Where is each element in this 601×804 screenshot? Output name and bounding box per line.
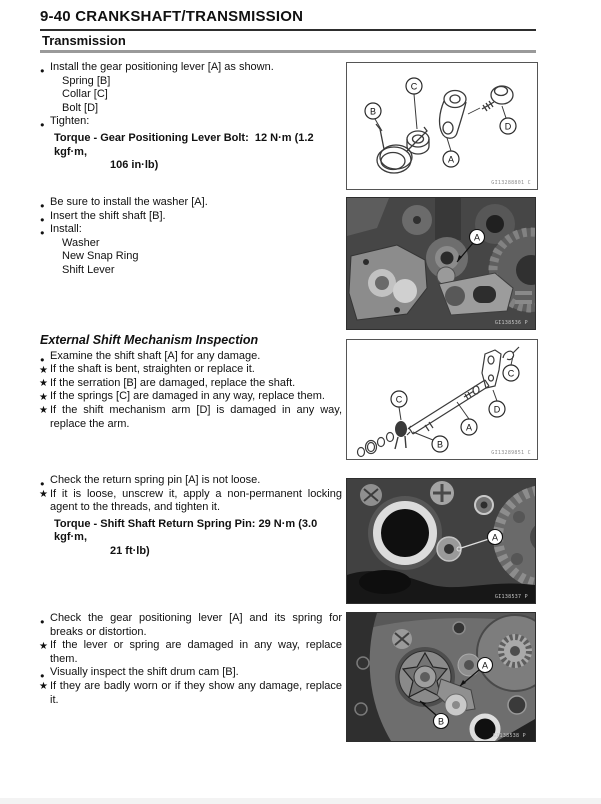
callout-a [457, 402, 477, 435]
figure-code: GI13289851 C [491, 450, 531, 456]
bolt-drawing [482, 86, 513, 111]
subsection-title: External Shift Mechanism Inspection [40, 333, 259, 347]
bullet-marker: ● [40, 228, 45, 238]
page-title: 9-40 CRANKSHAFT/TRANSMISSION [40, 8, 304, 25]
sub-item [40, 75, 342, 89]
install-lever-block [40, 61, 342, 173]
arm-spring-drawing [503, 347, 519, 360]
sub-item [40, 250, 342, 264]
callout-d [500, 106, 516, 134]
step-item [40, 666, 342, 680]
star-marker: ★ [39, 405, 48, 417]
step-item [40, 115, 342, 129]
step-text: Check the gear positioning lever [A] and its spring for breaks or distortion. [50, 612, 342, 638]
step-text: Insert the shift shaft [B]. [50, 209, 166, 222]
assembly-axis-line [468, 108, 480, 114]
callout-d [489, 390, 505, 417]
arm-drawing [482, 350, 501, 388]
step-item [40, 612, 342, 639]
step-text: Check the return spring pin [A] is not loose. [50, 474, 261, 486]
note-text: If it is loose, unscrew it, apply a non-permanent locking agent to the threads, and tighten it. [50, 487, 342, 514]
step-text: Install: [50, 223, 82, 236]
step-text: Spring [B] [62, 74, 111, 87]
callout-letter: A [465, 422, 473, 433]
torque-spec [40, 518, 342, 559]
callout-letter: A [491, 532, 499, 543]
figure-return-spring-pin-photo [346, 478, 536, 604]
sub-item [40, 237, 342, 251]
figure-lever-cam-photo [346, 612, 536, 742]
lever-check-block [40, 612, 342, 707]
shaft-spring-drawing [395, 421, 407, 449]
return-spring-block [40, 474, 342, 559]
callout-b [413, 432, 448, 452]
callout-letter: C [507, 368, 515, 379]
bullet-marker: ● [40, 671, 45, 681]
star-marker: ★ [39, 364, 48, 376]
figure-code: GI138537 P [494, 594, 528, 600]
callout-letter: B [437, 716, 445, 727]
callout-letter: D [493, 404, 501, 415]
note-item [40, 377, 342, 391]
step-item [40, 61, 342, 75]
callout-c-left [391, 391, 407, 420]
shift-shaft-illustration [347, 340, 537, 459]
bullet-marker: ● [40, 120, 45, 130]
note-item [40, 404, 342, 431]
bullet-marker: ● [40, 479, 45, 488]
step-text: Examine the shift shaft [A] for any damage. [50, 349, 261, 362]
star-marker: ★ [39, 378, 48, 390]
torque-line: 21 ft·lb) [110, 544, 150, 557]
scan-edge [0, 798, 601, 804]
callout-letter: D [504, 121, 512, 132]
callout-letter: A [447, 154, 455, 165]
callout-letter: B [369, 106, 377, 117]
callout-letter: C [410, 81, 418, 92]
section-rule [40, 50, 536, 53]
figure-code: GI138536 P [494, 320, 528, 326]
bore-shape [368, 496, 442, 570]
figure-washer-photo [346, 197, 536, 330]
return-pin-photo-illustration [347, 479, 535, 603]
step-text: New Snap Ring [62, 250, 139, 263]
note-item [40, 639, 342, 666]
star-marker: ★ [39, 391, 48, 403]
washers-drawing [358, 433, 394, 457]
step-text: Install the gear positioning lever [A] as shown. [50, 61, 274, 73]
note-text: If the springs [C] are damaged in any way, replace them. [50, 390, 325, 403]
step-item [40, 196, 342, 210]
torque-line: Torque - Gear Positioning Lever Bolt: 12 N·m (1.2 kgf·m, [54, 131, 317, 158]
torque-line: 106 in·lb) [110, 159, 159, 172]
bullet-marker: ● [40, 201, 45, 210]
step-text: Shift Lever [62, 263, 115, 276]
note-item [40, 488, 342, 515]
callout-letter: A [481, 660, 489, 671]
sub-item [40, 88, 342, 102]
step-text: Collar [C] [62, 88, 108, 101]
step-item [40, 350, 342, 364]
note-item [40, 363, 342, 377]
step-text: Be sure to install the washer [A]. [50, 196, 208, 208]
bullet-marker: ● [40, 214, 45, 224]
washer-shaft-block [40, 196, 342, 278]
callout-c [406, 78, 422, 129]
step-item [40, 474, 342, 488]
step-text: Tighten: [50, 115, 90, 128]
torque-spec [40, 132, 342, 173]
figure-code: GI13288801 C [491, 180, 531, 186]
note-text: If the lever or spring are damaged in any way, replace them. [50, 639, 342, 665]
torque-line: Torque - Shift Shaft Return Spring Pin: 29 N·m (3.0 kgf·m, [54, 517, 321, 544]
bullet-marker: ● [40, 354, 45, 364]
step-text: Visually inspect the shift drum cam [B]. [50, 666, 239, 679]
bullet-marker: ● [40, 617, 45, 626]
star-marker: ★ [39, 489, 48, 501]
note-text: If the serration [B] are damaged, replace the shaft. [50, 376, 296, 389]
star-marker: ★ [39, 681, 48, 693]
figure-lever-parts-drawing [346, 62, 538, 190]
callout-letter: C [395, 394, 403, 405]
figure-shift-shaft-drawing [346, 339, 538, 460]
callout-b [365, 103, 382, 131]
note-text: If they are badly worn or if they show any damage, replace it. [50, 679, 342, 706]
note-text: If the shift mechanism arm [D] is damaged in any way, replace the arm. [50, 403, 342, 430]
step-text: Bolt [D] [62, 101, 99, 114]
step-item [40, 210, 342, 224]
step-item [40, 223, 342, 237]
callout-letter: B [436, 439, 444, 450]
lever-parts-illustration [347, 63, 537, 189]
lever-drawing [440, 91, 466, 139]
bullet-marker: ● [40, 66, 45, 75]
figure-code: GI138538 P [492, 733, 526, 739]
lever-cam-photo-illustration [347, 613, 535, 741]
callout-letter: A [473, 232, 481, 243]
step-text: Washer [62, 236, 100, 249]
star-marker: ★ [39, 640, 48, 652]
sub-item [40, 102, 342, 116]
section-title: Transmission [42, 33, 126, 48]
note-item [40, 680, 342, 707]
note-item [40, 390, 342, 404]
callout-a [443, 138, 459, 167]
sub-item [40, 264, 342, 278]
note-text: If the shaft is bent, straighten or replace it. [50, 363, 255, 376]
title-rule [40, 29, 536, 31]
washer-photo-illustration [347, 198, 535, 329]
inspection-block [40, 334, 342, 431]
